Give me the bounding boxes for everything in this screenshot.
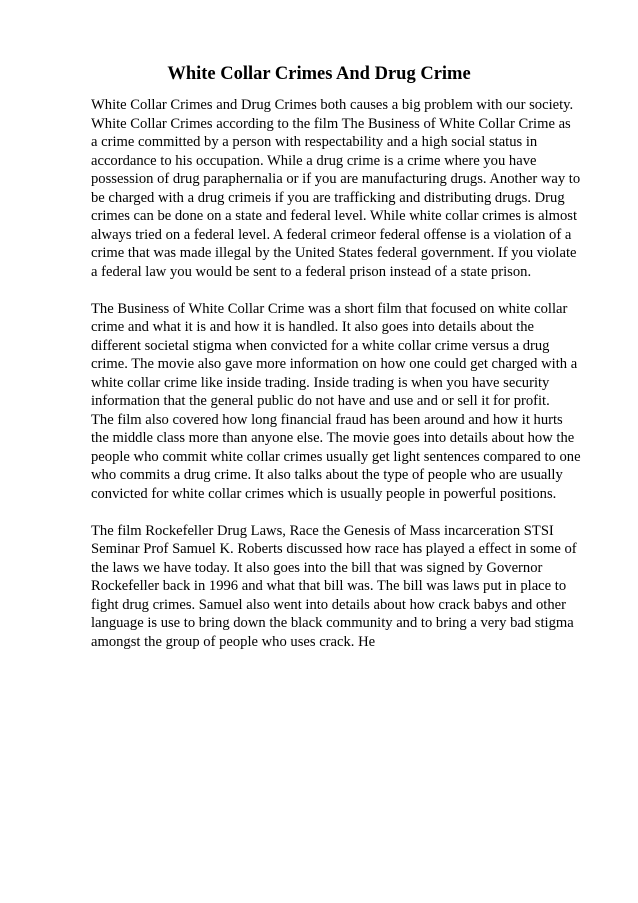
text-line: people who commit white collar crimes usually get light sentences compared to one: [91, 448, 581, 465]
text-line: The Business of White Collar Crime was a short film that focused on white collar: [91, 300, 568, 317]
paragraph-1: [91, 96, 591, 281]
text-line: The film Rockefeller Drug Laws, Race the Genesis of Mass incarceration STSI: [91, 522, 554, 539]
document-body: [91, 96, 591, 670]
text-line: possession of drug paraphernalia or if you are manufacturing drugs. Another way to: [91, 171, 581, 187]
text-line: The film also covered how long financial fraud has been around and how it hurts: [91, 411, 563, 428]
text-line: the middle class more than anyone else. The movie goes into details about how the: [91, 430, 575, 446]
text-line: a crime committed by a person with respectability and a high social status in: [91, 134, 538, 150]
paragraph-3: [91, 522, 591, 652]
text-line: White Collar Crimes according to the film The Business of White Collar Crime as: [91, 115, 571, 132]
text-line: different societal stigma when convicted for a white collar crime versus a drug: [91, 337, 550, 354]
text-line: crime that was made illegal by the United States federal government. If you violate: [91, 245, 577, 261]
text-line: accordance to his occupation. While a drug crime is a crime where you have: [91, 152, 537, 169]
text-line: language is use to bring down the black community and to bring a very bad stigma: [91, 615, 574, 631]
text-line: a federal law you would be sent to a federal prison instead of a state prison.: [91, 263, 532, 280]
text-line: Rockefeller back in 1996 and what that bill was. The bill was laws put in place to: [91, 578, 567, 594]
text-line: crime and what it is and how it is handled. It also goes into details about the: [91, 319, 534, 335]
text-line: White Collar Crimes and Drug Crimes both causes a big problem with our society.: [91, 97, 574, 113]
text-line: Seminar Prof Samuel K. Roberts discussed how race has played a effect in some of: [91, 541, 577, 557]
text-line: who commits a drug crime. It also talks about the type of people who are usually: [91, 467, 563, 483]
text-line: fight drug crimes. Samuel also went into details about how crack babys and other: [91, 596, 566, 613]
paragraph-2: [91, 300, 591, 504]
text-line: convicted for white collar crimes which is usually people in powerful positions.: [91, 485, 557, 502]
text-line: crimes can be done on a state and federal level. While white collar crimes is almost: [91, 208, 578, 224]
text-line: be charged with a drug crimeis if you are trafficking and distributing drugs. Drug: [91, 189, 565, 206]
text-line: white collar crime like inside trading. Inside trading is when you have security: [91, 374, 550, 391]
text-line: crime. The movie also gave more information on how one could get charged with a: [91, 356, 578, 372]
document-title: White Collar Crimes And Drug Crime: [167, 64, 471, 84]
text-line: the laws we have today. It also goes into the bill that was signed by Governor: [91, 559, 543, 576]
text-line: amongst the group of people who uses crack. He: [91, 633, 376, 650]
text-line: information that the general public do not have and use and or sell it for profit.: [91, 393, 550, 409]
text-line: always tried on a federal level. A federal crimeor federal offense is a violation of a: [91, 226, 572, 243]
